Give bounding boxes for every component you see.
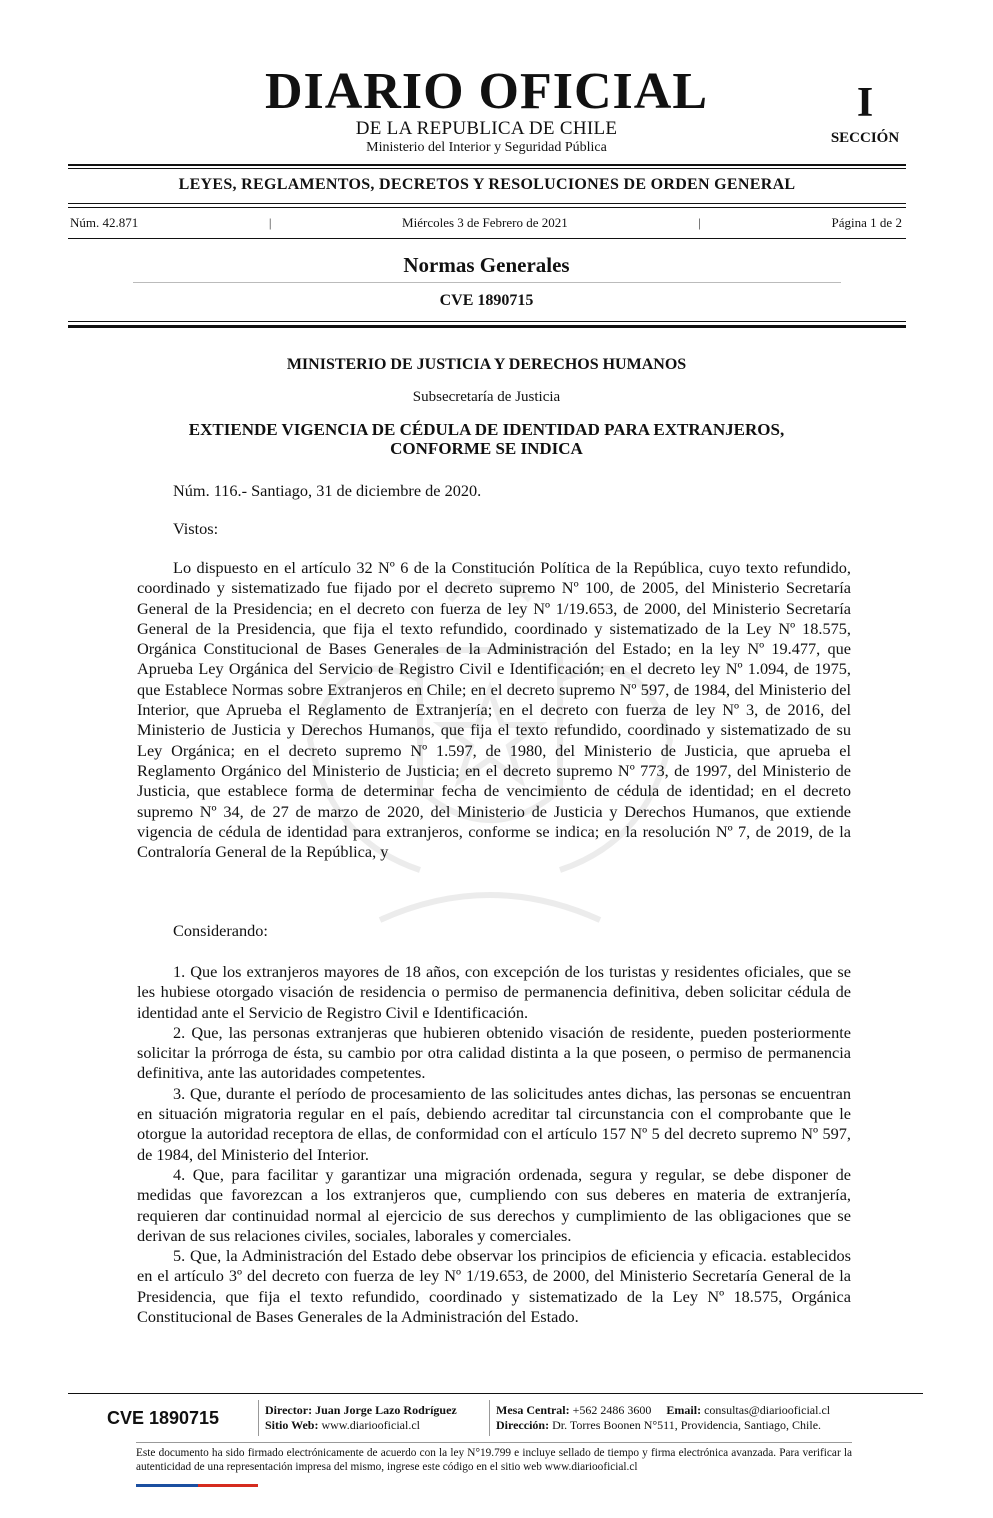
email-label: Email: [666,1403,702,1417]
masthead-title: DIARIO OFICIAL [264,63,709,120]
email-link[interactable]: consultas@diariooficial.cl [704,1403,831,1417]
subsecretaria: Subsecretaría de Justicia [412,389,561,405]
website-link[interactable]: www.diariooficial.cl [321,1418,420,1432]
phone-value: +562 2486 3600 [572,1403,652,1417]
address-value: Dr. Torres Boonen N°511, Providencia, Santiago, Chile. [552,1418,822,1432]
laws-band: LEYES, REGLAMENTOS, DECRETOS Y RESOLUCIONES DE ORDEN GENERAL [178,176,796,193]
footer-info [68,1400,923,1438]
considerando-item: 4. Que, para facilitar y garantizar una migración ordenada, segura y regular, se debe disponer de medidas que favorezcan a los extranjeros que, cumpliendo con sus deberes en materia de extranjería, requieren dar continuidad normal al ejercicio de sus derechos y cumplimiento de las obligaciones que se derivan de sus relaciones civiles, sociales, laborales y comerciales. [137,1164,851,1245]
section-roman: I [856,80,874,126]
decree-number [137,481,851,501]
decree-title-line: CONFORME SE INDICA [390,439,583,458]
footer-contact-block [490,1400,923,1436]
considerando-item: 2. Que, las personas extranjeras que hubieren obtenido visación de residente, pueden posteriormente solicitar la prórroga de ésta, su cambio por otra calidad distinta a la que poseen, o permiso de permanencia definitiva, ante las autoridades competentes. [137,1022,851,1083]
masthead-subtitle: DE LA REPUBLICA DE CHILE [355,118,618,139]
divider [133,282,841,283]
phone-label: Mesa Central: [496,1403,570,1417]
ministry-heading: MINISTERIO DE JUSTICIA Y DERECHOS HUMANOS [286,356,687,373]
considerando-list [137,962,851,1327]
section-mark [820,80,910,147]
masthead-ministry: Ministerio del Interior y Seguridad Pública [366,140,607,155]
flag-stripe-blue [136,1484,198,1487]
cve-code: CVE 1890715 [439,292,534,309]
divider [68,207,906,208]
considerando-item: 5. Que, la Administración del Estado debe observar los principios de eficiencia y eficacia. establecidos en el artículo 3º del decreto con fuerza de ley Nº 1/19.653, de 2000, del Ministerio Secretaría General de la Presidencia, que fija el texto refundido, coordinado y sistematizado de la Ley Nº 18.575, Orgánica Constitucional de Bases Generales de la Administración del Estado. [137,1246,851,1327]
decree-number-text: Núm. 116.- Santiago, 31 de diciembre de 2020. [173,481,482,500]
considerando-item: 1. Que los extranjeros mayores de 18 años, con excepción de los turistas y residentes oficiales, que se les hubiese otorgado visación de residencia o permiso de permanencia definitiva, deben solicitar cédula de identidad ante el Servicio de Registro Civil e Identificación. [137,962,851,1022]
issue-date: Miércoles 3 de Febrero de 2021 [402,215,568,230]
considerando-label: Considerando: [173,921,268,940]
vistos-label: Vistos: [173,519,219,538]
footer-director-block [258,1400,490,1436]
section-label: SECCIÓN [830,130,900,146]
divider [68,203,906,204]
issue-page: Página 1 de 2 [831,215,902,230]
director-name: Juan Jorge Lazo Rodríguez [315,1403,457,1417]
divider [68,321,906,322]
divider [68,168,906,169]
flag-stripe-red [198,1484,258,1487]
vistos-heading [137,519,851,539]
footer-divider [136,1442,852,1443]
decree-title-line: EXTIENDE VIGENCIA DE CÉDULA DE IDENTIDAD PARA EXTRANJEROS, [188,420,785,439]
divider [68,325,906,328]
divider [68,238,906,239]
footer-divider [68,1393,923,1394]
issue-separator: | [268,215,272,230]
vistos-text: Lo dispuesto en el artículo 32 Nº 6 de la Constitución Política de la República, cuyo texto refundido, coordinado y sistematizado fue fijado por el decreto supremo Nº 100, de 2005, del Ministerio Secretaría General de la Presidencia; en el decreto con fuerza de ley Nº 1/19.653, de 2000, del Ministerio Secretaría General de la Presidencia, que fija el texto refundido, coordinado y sistematizado de la Ley Nº 18.575, Orgánica Constitucional de Bases Generales de la Administración del Estado; en la ley Nº 19.477, que Aprueba Ley Orgánica del Servicio de Registro Civil e Identificación; en el decreto ley Nº 1.094, de 1975, que Establece Normas sobre Extranjeros en Chile; en el decreto supremo Nº 597, de 1984, del Ministerio del Interior, que Aprueba el Reglamento de Extranjería; en el decreto con fuerza de ley Nº 3, de 2016, del Ministerio de Justicia y Derechos Humanos, que fija el texto refundido, coordinado y sistematizado de su Ley Orgánica; en el decreto supremo Nº 1.597, de 1980, del Ministerio de Justicia, que aprueba el Reglamento Orgánico del Ministerio de Justicia; en el decreto supremo Nº 773, de 1997, del Ministerio de Justicia, que establece forma de determinar fecha de vencimiento de cédula de identidad; en el decreto supremo Nº 34, de 27 de marzo de 2020, del Ministerio de Justicia y Derechos Humanos, que extiende vigencia de cédula de identidad para extranjeros, conforme se indica; en la resolución Nº 7, de 2019, de la Contraloría General de la República, y [137,558,851,862]
considerando-item: 3. Que, durante el período de procesamiento de las solicitudes antes dichas, las personas se encuentran en situación migratoria regular en el país, debiendo acreditar tal circunstancia con el comprobante que le otorgue la autoridad receptora de ellas, de conformidad con el artículo 157 Nº 5 del decreto supremo Nº 597, de 1984, del Ministerio del Interior. [137,1083,851,1164]
normas-heading: Normas Generales [403,253,570,277]
issue-number: Núm. 42.871 [70,215,139,230]
issue-row [70,214,902,232]
director-label: Director: [265,1403,313,1417]
address-label: Dirección: [496,1418,550,1432]
footer-cve-code: CVE 1890715 [106,1408,220,1428]
vistos-paragraph [137,558,851,862]
divider [68,164,906,166]
considerando-heading [137,921,851,941]
website-label: Sitio Web: [265,1418,319,1432]
signature-note: Este documento ha sido firmado electrónicamente de acuerdo con la ley N°19.799 e incluye sellado de tiempo y firma electrónica avanzada. Para verificar la autenticidad de una representación impresa del mismo, ingrese este código en el sitio web www.diariooficial.cl [136,1447,852,1473]
issue-separator: | [698,215,701,230]
decree-title [150,420,823,458]
